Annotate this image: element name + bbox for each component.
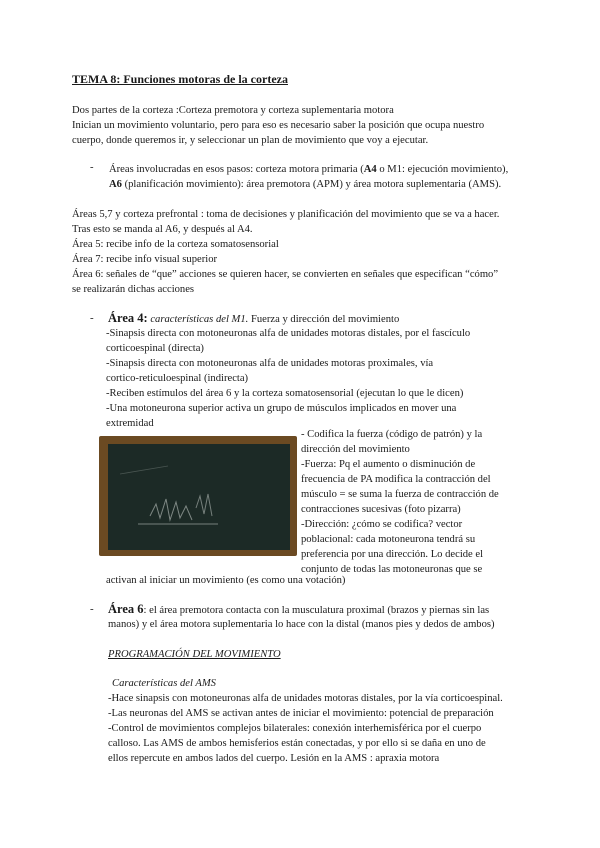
- area4-right-line: músculo = se suma la fuerza de contracción de: [301, 489, 499, 500]
- area4-line: -Reciben estímulos del área 6 y la corteza somatosensorial (ejecutan lo que le dicen): [106, 388, 464, 399]
- area6-line1: [108, 602, 489, 618]
- ams-heading: Características del AMS: [112, 678, 216, 689]
- area4-line: cortico-reticuloespinal (indirecta): [106, 373, 249, 384]
- bullet-marker: -: [90, 312, 94, 324]
- area4-subtitle: características del M1.: [150, 314, 249, 325]
- area6-line2: manos) y el área motora suplementaria lo hace con la distal (manos pies y dedos de ambos): [108, 619, 495, 630]
- areas-line: Área 7: recibe info visual superior: [72, 254, 218, 265]
- ams-line: ellos repercute en ambos lados del cuerpo. Lesión en la AMS : apraxia motora: [108, 753, 440, 764]
- area4-right-line: dirección del movimiento: [301, 444, 410, 455]
- area6-label: Área 6: [108, 602, 144, 616]
- bold-a6: A6: [109, 179, 122, 190]
- intro-line: cuerpo, donde queremos ir, y seleccionar un plan de movimiento que voy a ejecutar.: [72, 135, 429, 146]
- bullet-marker: -: [90, 603, 94, 615]
- areas-line: Áreas 5,7 y corteza prefrontal : toma de decisiones y planificación del movimiento que se va a hacer.: [72, 209, 500, 220]
- text: Áreas involucradas en esos pasos: corteza motora primaria (: [109, 164, 364, 175]
- area4-line: -Sinapsis directa con motoneuronas alfa de unidades motoras proximales, vía: [106, 358, 434, 369]
- area4-heading: [108, 311, 399, 327]
- programacion-heading: PROGRAMACIÓN DEL MOVIMIENTO: [108, 649, 281, 660]
- bold-a4: A4: [363, 164, 377, 175]
- areas-line: Tras esto se manda al A6, y después al A4.: [72, 224, 253, 235]
- text: : el área premotora contacta con la musculatura proximal (brazos y piernas sin las: [143, 605, 490, 616]
- text: o M1: ejecución movimiento),: [376, 164, 509, 175]
- area4-line: -Una motoneurona superior activa un grupo de músculos implicados en mover una: [106, 403, 457, 414]
- chalk-drawing: [108, 444, 290, 550]
- bullet-areas-line2: [109, 177, 501, 192]
- area4-right-line: poblacional: cada motoneurona tendrá su: [301, 534, 476, 545]
- intro-line: Dos partes de la corteza :Corteza premotora y corteza suplementaria motora: [72, 105, 394, 116]
- area4-right-line: preferencia por una dirección. Lo decide el: [301, 549, 484, 560]
- text: (planificación movimiento): área premotora (APM) y área motora suplementaria (AMS).: [121, 179, 502, 190]
- area4-right-line: -Fuerza: Pq el aumento o disminución de: [301, 459, 476, 470]
- area4-right-line: -Dirección: ¿cómo se codifica? vector: [301, 519, 463, 530]
- area4-line: extremidad: [106, 418, 154, 429]
- ams-line: calloso. Las AMS de ambos hemisferios están conectadas, y por ello si se daña en uno de: [108, 738, 486, 749]
- ams-line: -Hace sinapsis con motoneuronas alfa de unidades motoras distales, por la vía corticoespinal.: [108, 693, 503, 704]
- bullet-marker: -: [90, 162, 94, 173]
- areas-line: Área 6: señales de “que” acciones se quieren hacer, se convierten en señales que especifican “cómo”: [72, 269, 499, 280]
- ams-line: -Control de movimientos complejos bilaterales: conexión interhemisférica por el cuerpo: [108, 723, 482, 734]
- area4-right-line: - Codifica la fuerza (código de patrón) y la: [301, 429, 483, 440]
- area4-right-line: contracciones sucesivas (foto pizarra): [301, 504, 461, 515]
- area4-label: Área 4:: [108, 311, 148, 325]
- text: Fuerza y dirección del movimiento: [248, 314, 400, 325]
- areas-line: Área 5: recibe info de la corteza somatosensorial: [72, 239, 279, 250]
- area4-last-line: activan al iniciar un movimiento (es como una votación): [106, 575, 346, 586]
- bullet-areas-line1: [109, 162, 508, 177]
- intro-line: Inician un movimiento voluntario, pero para eso es necesario saber la posición que ocupa nuestro: [72, 120, 485, 131]
- area4-line: corticoespinal (directa): [106, 343, 204, 354]
- area4-right-line: frecuencia de PA modifica la contracción del: [301, 474, 491, 485]
- area4-right-line: conjunto de todas las motoneuronas que se: [301, 564, 483, 575]
- area4-line: -Sinapsis directa con motoneuronas alfa de unidades motoras distales, por el fascículo: [106, 328, 471, 339]
- ams-line: -Las neuronas del AMS se activan antes de iniciar el movimiento: potencial de preparación: [108, 708, 494, 719]
- areas-line: se realizarán dichas acciones: [72, 284, 195, 295]
- blackboard: [108, 444, 290, 550]
- blackboard-photo: [99, 436, 297, 556]
- doc-title: TEMA 8: Funciones motoras de la corteza: [72, 72, 288, 86]
